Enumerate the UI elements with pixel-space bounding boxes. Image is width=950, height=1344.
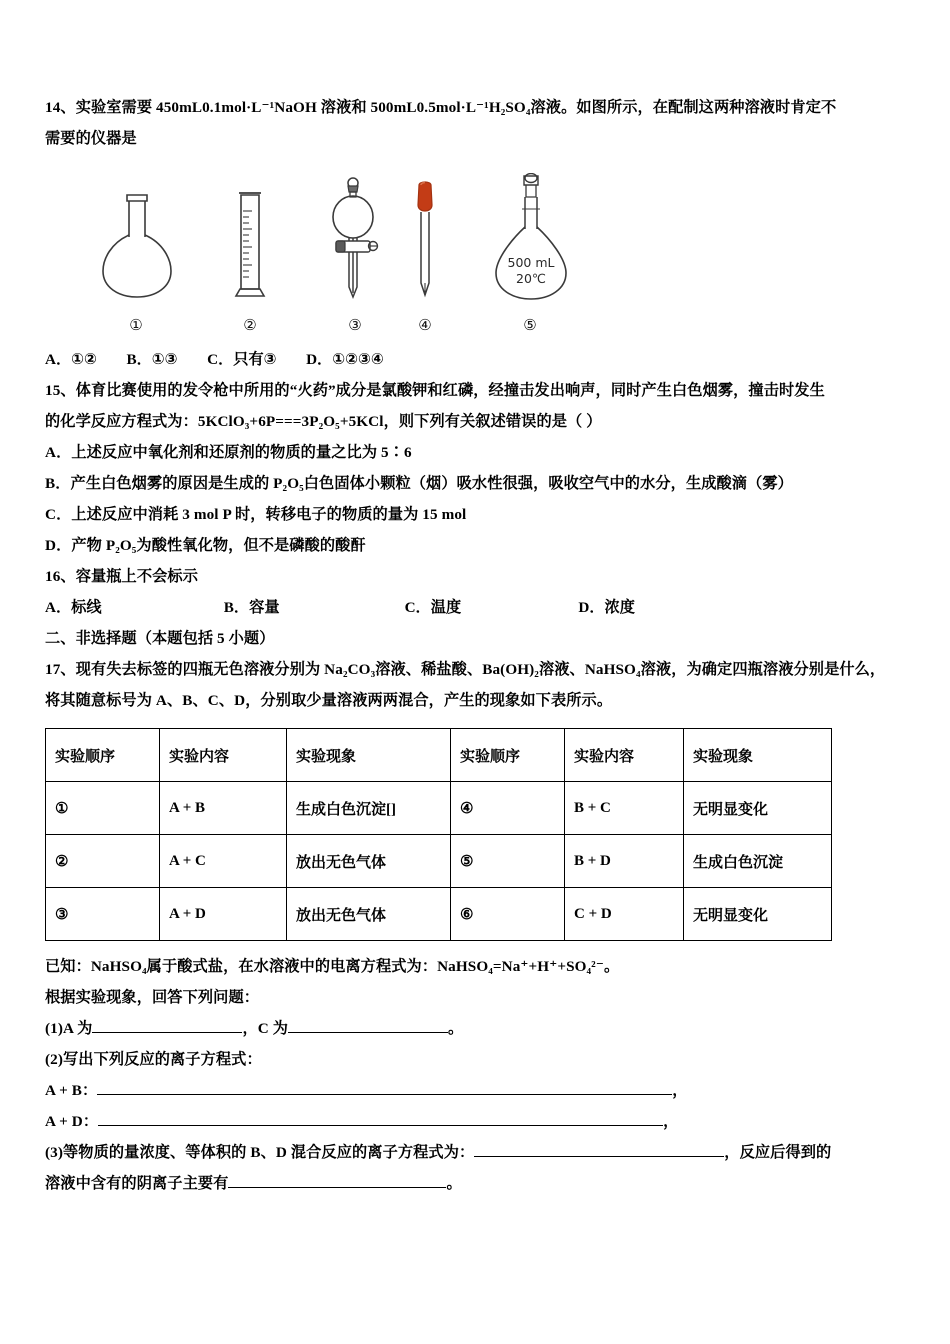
sub3-middle: ，反应后得到的 bbox=[724, 1144, 832, 1161]
volumetric-flask-icon bbox=[488, 173, 574, 308]
option-14-D-text: ①②③④ bbox=[332, 350, 384, 368]
question-14-stem-line2: 需要的仪器是 bbox=[45, 130, 137, 147]
table-cell: B + D bbox=[565, 835, 684, 888]
rubber-dropper-icon bbox=[407, 179, 443, 306]
option-15-A-key: A． bbox=[45, 444, 72, 461]
apparatus-figure bbox=[45, 170, 913, 342]
question-15-number: 15、 bbox=[45, 382, 76, 399]
answer-blank-anions[interactable] bbox=[228, 1172, 446, 1188]
sub2-label-ab: A + B： bbox=[45, 1082, 98, 1099]
option-15-D-text: 产物 P₂O₅为酸性氧化物，但不是磷酸的酸酐 bbox=[71, 537, 366, 554]
table-cell: 生成白色沉淀 bbox=[684, 835, 832, 888]
option-15-B-key: B． bbox=[45, 475, 71, 492]
option-16-D[interactable] bbox=[578, 592, 635, 623]
sub3-line2-prefix: 溶液中含有的阴离子主要有 bbox=[45, 1175, 229, 1192]
table-cell: A + D bbox=[160, 888, 287, 941]
answer-blank-A-plus-D[interactable] bbox=[98, 1110, 663, 1126]
table-cell: ⑤ bbox=[451, 835, 565, 888]
option-15-C-text: 上述反应中消耗 3 mol P 时，转移电子的物质的量为 15 mol bbox=[71, 506, 467, 523]
table-cell: A + C bbox=[160, 835, 287, 888]
option-15-B[interactable] bbox=[45, 468, 913, 499]
question-15-stem-line2 bbox=[45, 406, 913, 437]
question-17-stem-line2: 将其随意标号为 A、B、C、D，分别取少量溶液两两混合，产生的现象如下表所示。 bbox=[45, 692, 613, 709]
option-16-C-text: 温度 bbox=[430, 599, 462, 616]
question-15-stem-suffix: ，则下列有关叙述错误的是（ ） bbox=[383, 413, 602, 430]
option-15-A-text: 上述反应中氧化剂和还原剂的物质的量之比为 5∶6 bbox=[71, 444, 412, 461]
question-16-options bbox=[45, 592, 913, 623]
dropping-funnel-icon bbox=[323, 175, 387, 308]
option-14-D-key: D． bbox=[306, 351, 333, 368]
table-row bbox=[46, 888, 832, 941]
question-17-sub2-item-ad bbox=[45, 1106, 913, 1137]
option-14-C-text: 只有③ bbox=[233, 350, 277, 368]
option-15-C[interactable] bbox=[45, 499, 913, 530]
table-header-cell: 实验顺序 bbox=[451, 729, 565, 782]
table-cell: ⑥ bbox=[451, 888, 565, 941]
volumetric-flask-temp-text: 20℃ bbox=[516, 271, 546, 286]
section2-heading: 二、非选择题（本题包括 5 小题） bbox=[45, 630, 275, 647]
option-15-D[interactable] bbox=[45, 530, 913, 561]
table-header-cell: 实验内容 bbox=[160, 729, 287, 782]
sub1-prefix: (1)A 为 bbox=[45, 1020, 93, 1037]
volumetric-flask-volume-text: 500 mL bbox=[507, 255, 555, 270]
round-bottom-flask-icon bbox=[97, 189, 177, 306]
option-15-B-text: 产生白色烟雾的原因是生成的 P₂O₅白色固体小颗粒（烟）吸水性很强，吸收空气中的水分，生成酸滴（雾） bbox=[70, 475, 793, 492]
table-row bbox=[46, 835, 832, 888]
option-14-B-text: ①③ bbox=[151, 350, 178, 368]
question-15-stem-line1 bbox=[45, 375, 913, 406]
option-14-B-key: B． bbox=[126, 351, 152, 368]
question-14-stem-text1: 实验室需要 450mL0.1mol·L⁻¹NaOH 溶液和 500mL0.5mol·L⁻¹H₂SO₄溶液。如图所示，在配制这两种溶液时肯定不 bbox=[75, 99, 837, 116]
option-16-B[interactable] bbox=[224, 592, 401, 623]
option-15-D-key: D． bbox=[45, 537, 72, 554]
option-16-A[interactable] bbox=[45, 592, 220, 623]
sub3-prefix: (3)等物质的量浓度、等体积的 B、D 混合反应的离子方程式为： bbox=[45, 1144, 475, 1161]
table-cell: 无明显变化 bbox=[684, 888, 832, 941]
option-16-B-key: B． bbox=[223, 599, 250, 616]
option-14-A-text: ①② bbox=[71, 350, 97, 368]
option-15-A[interactable] bbox=[45, 437, 913, 468]
table-cell: ② bbox=[46, 835, 160, 888]
question-17-number: 17、 bbox=[45, 661, 76, 678]
sub2-suffix-ab: ， bbox=[672, 1082, 688, 1099]
table-row bbox=[46, 782, 832, 835]
table-header-row bbox=[46, 729, 832, 782]
table-cell: B + C bbox=[565, 782, 684, 835]
question-17-sub3-line2 bbox=[45, 1168, 913, 1199]
sub3-line2-suffix: 。 bbox=[446, 1175, 462, 1192]
table-header-cell: 实验现象 bbox=[684, 729, 832, 782]
apparatus-label-1: ① bbox=[129, 316, 143, 334]
option-14-C[interactable] bbox=[207, 344, 276, 375]
answer-blank-A[interactable] bbox=[92, 1017, 242, 1033]
option-16-C[interactable] bbox=[405, 592, 575, 623]
question-16-stem-line1 bbox=[45, 561, 913, 592]
apparatus-labels bbox=[45, 316, 565, 340]
graduated-cylinder-icon bbox=[230, 189, 270, 306]
option-16-D-key: D． bbox=[578, 599, 605, 616]
table-cell: ③ bbox=[46, 888, 160, 941]
question-17-known-note: 已知：NaHSO₄属于酸式盐，在水溶液中的电离方程式为：NaHSO₄=Na⁺+H⁺+SO₄²⁻。 bbox=[45, 958, 620, 975]
table-cell: 生成白色沉淀[] bbox=[287, 782, 451, 835]
sub2-suffix-ad: ， bbox=[663, 1113, 679, 1130]
page-content bbox=[45, 92, 913, 1199]
question-16-stem-text1: 容量瓶上不会标示 bbox=[75, 568, 198, 585]
table-cell: ① bbox=[46, 782, 160, 835]
question-17-answer-prompt: 根据实验现象，回答下列问题： bbox=[45, 989, 260, 1006]
question-14-number: 14、 bbox=[45, 99, 76, 116]
question-15-equation: 5KClO₃+6P===3P₂O₅+5KCl bbox=[197, 413, 384, 430]
option-15-C-key: C． bbox=[45, 506, 72, 523]
apparatus-label-4: ④ bbox=[418, 316, 432, 334]
option-16-C-key: C． bbox=[404, 599, 431, 616]
option-16-D-text: 浓度 bbox=[604, 599, 635, 616]
option-16-A-key: A． bbox=[45, 599, 72, 616]
sub1-middle: ，C 为 bbox=[242, 1020, 288, 1037]
option-14-C-key: C． bbox=[207, 351, 234, 368]
table-cell: A + B bbox=[160, 782, 287, 835]
table-header-cell: 实验顺序 bbox=[46, 729, 160, 782]
sub2-label-ad: A + D： bbox=[45, 1113, 99, 1130]
apparatus-label-5: ⑤ bbox=[523, 316, 537, 334]
question-15-stem-text1: 体育比赛使用的发令枪中所用的“火药”成分是氯酸钾和红磷，经撞击发出响声，同时产生白色烟雾，撞击时发生 bbox=[75, 382, 825, 399]
question-17-sub1 bbox=[45, 1013, 913, 1044]
sub1-suffix: 。 bbox=[447, 1020, 464, 1037]
table-cell: 无明显变化 bbox=[684, 782, 832, 835]
option-16-A-text: 标线 bbox=[71, 599, 102, 616]
question-17-stem-line1 bbox=[45, 654, 913, 685]
question-16-number: 16、 bbox=[45, 568, 76, 585]
apparatus-label-2: ② bbox=[243, 316, 257, 334]
question-17-stem-text1: 现有失去标签的四瓶无色溶液分别为 Na₂CO₃溶液、稀盐酸、Ba(OH)₂溶液、NaHSO₄溶液，为确定四瓶溶液分别是什么， bbox=[75, 661, 886, 678]
option-14-A-key: A． bbox=[45, 351, 72, 368]
option-16-B-text: 容量 bbox=[249, 599, 280, 616]
question-17-sub2-item-ab bbox=[45, 1075, 913, 1106]
question-14-stem-line1 bbox=[45, 92, 913, 123]
table-cell: ④ bbox=[451, 782, 565, 835]
question-17-sub3-line1 bbox=[45, 1137, 913, 1168]
option-14-B[interactable] bbox=[126, 344, 177, 375]
experiment-table bbox=[45, 728, 832, 941]
answer-blank-B-plus-D[interactable] bbox=[474, 1141, 724, 1157]
option-14-A[interactable] bbox=[45, 344, 97, 375]
table-header-cell: 实验现象 bbox=[287, 729, 451, 782]
apparatus-label-3: ③ bbox=[348, 316, 362, 334]
table-cell: 放出无色气体 bbox=[287, 888, 451, 941]
answer-blank-A-plus-B[interactable] bbox=[97, 1079, 672, 1095]
answer-blank-C[interactable] bbox=[288, 1017, 448, 1033]
table-cell: C + D bbox=[565, 888, 684, 941]
table-cell: 放出无色气体 bbox=[287, 835, 451, 888]
question-15-stem-prefix: 的化学反应方程式为： bbox=[45, 413, 198, 430]
option-14-D[interactable] bbox=[306, 344, 384, 375]
question-14-options bbox=[45, 344, 913, 375]
table-header-cell: 实验内容 bbox=[565, 729, 684, 782]
question-17-sub2: (2)写出下列反应的离子方程式： bbox=[45, 1051, 262, 1068]
